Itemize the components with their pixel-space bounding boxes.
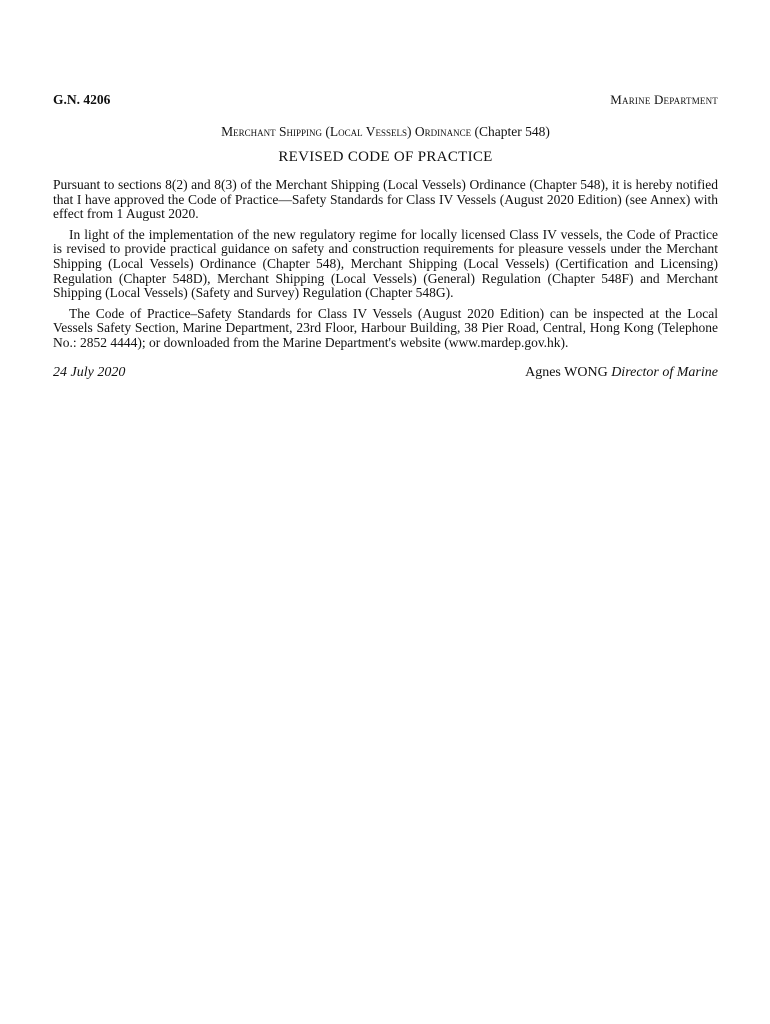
paragraph-inspection: The Code of Practice–Safety Standards for Class IV Vessels (August 2020 Edition) can be inspected at the Local Vessels Safety Section, Marine Department, 23rd Floor, Harbour Building, 38 Pier Road, Central, Hong Kong (Telephone No.: 2852 4444); or downloaded from the Marine Department's website (www.mardep.gov.hk). — [53, 305, 718, 350]
gazette-notice — [53, 92, 718, 381]
issuing-department: Marine Department — [610, 92, 718, 107]
signature-line — [53, 365, 718, 381]
ordinance-title — [53, 124, 718, 140]
paragraph-approval: Pursuant to sections 8(2) and 8(3) of the Merchant Shipping (Local Vessels) Ordinance (Chapter 548), it is hereby notified that I have approved the Code of Practice—Safety Standards for Class IV Vessels (August 2020 Edition) (see Annex) with effect from 1 August 2020. — [53, 177, 718, 222]
ordinance-name: Merchant Shipping (Local Vessels) Ordinance — [221, 124, 472, 139]
notice-heading: REVISED CODE OF PRACTICE — [278, 149, 493, 165]
paragraph-revision: In light of the implementation of the new regulatory regime for locally licensed Class IV vessels, the Code of Practice is revised to provide practical guidance on safety and construction requirements for pleasure vessels under the Merchant Shipping (Local Vessels) Ordinance (Chapter 548), Merchant Shipping (Local Vessels) (Certification and Licensing) Regulation (Chapter 548D), Merchant Shipping (Local Vessels) (General) Regulation (Chapter 548F) and Merchant Shipping (Local Vessels) (Safety and Survey) Regulation (Chapter 548G). — [53, 226, 718, 301]
notice-date: 24 July 2020 — [53, 364, 126, 380]
signatory — [525, 365, 718, 381]
signatory-title: Director of Marine — [611, 364, 718, 380]
notice-header — [53, 92, 718, 112]
signatory-name: Agnes WONG — [525, 364, 608, 380]
notice-number: G.N. 4206 — [53, 92, 111, 107]
ordinance-chapter: (Chapter 548) — [474, 124, 550, 139]
